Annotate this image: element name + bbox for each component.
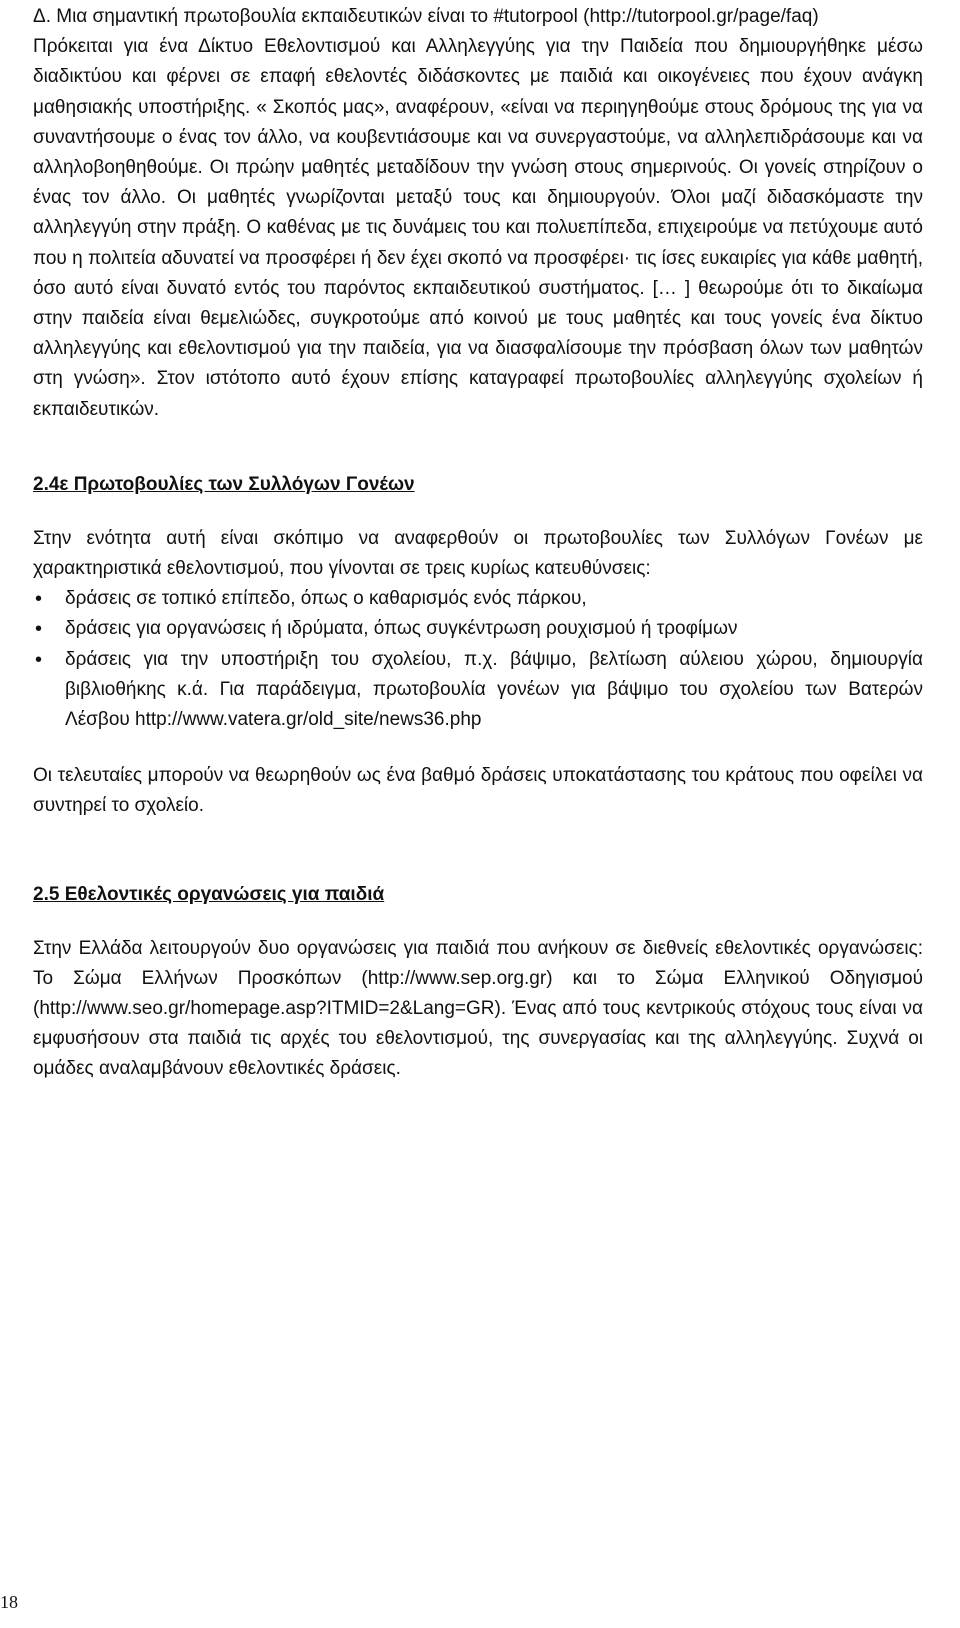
intro-body: Πρόκειται για ένα Δίκτυο Εθελοντισμού και Αλληλεγγύης για την Παιδεία που δημιουργήθηκε μέσω διαδικτύου και φέρνει σε επαφή εθελοντές διδάσκοντες με παιδιά και οικογένειες που έχουν ανάγκη μαθησιακής υποστήριξης. « Σκοπός μας», αναφέρουν, «είναι να περιηγηθούμε στους δρόμους της για να συναντήσουμε ο ένας τον άλλο, να κουβεντιάσουμε και να συνεργαστούμε, να αλληλεπιδράσουμε και να αλληλοβοηθηθούμε. Οι πρώην μαθητές μεταδίδουν την γνώση στους σημερινούς. Οι γονείς στηρίζουν ο ένας τον άλλο. Οι μαθητές γνωρίζονται μεταξύ τους και δημιουργούν. Όλοι μαζί διδασκόμαστε την αλληλεγγύη στην πράξη. Ο καθένας με τις δυνάμεις του και πολυεπίπεδα, επιχειρούμε να πετύχουμε αυτό που η πολιτεία αδυνατεί να προσφέρει ή δεν έχει σκοπό να προσφέρει· τις ίσες ευκαιρίες για κάθε μαθητή, όσο αυτό είναι δυνατό εντός του παρόντος εκπαιδευτικού συστήματος. [… ] θεωρούμε ότι το δικαίωμα στην παιδεία είναι θεμελιώδες, συγκροτούμε από κοινού με τους μαθητές και τους γονείς ένα δίκτυο αλληλεγγύης και εθελοντισμού για την παιδεία, για να διασφαλίσουμε την πρόσβαση όλων των μαθητών στη γνώση». Στον ιστότοπο αυτό έχουν επίσης καταγραφεί πρωτοβουλίες αλληλεγγύης σχολείων ή εκπαιδευτικών. (33, 36, 923, 420)
list-item (33, 614, 923, 644)
section-2-4-intro: Στην ενότητα αυτή είναι σκόπιμο να αναφερθούν οι πρωτοβουλίες των Συλλόγων Γονέων με χαρακτηριστικά εθελοντισμού, που γίνονται σε τρεις κυρίως κατευθύνσεις: (33, 527, 923, 580)
document-page (33, 0, 923, 1085)
page-number: 18 (0, 1592, 18, 1612)
section-2-5-body: Στην Ελλάδα λειτουργούν δυο οργανώσεις για παιδιά που ανήκουν σε διεθνείς εθελοντικές οργανώσεις: Το Σώμα Ελλήνων Προσκόπων (http://www.sep.org.gr) και το Σώμα Ελληνικού Οδηγισμού (http://www.seo.gr/homepage.asp?ITMID=2&Lang=GR). Ένας από τους κεντρικούς στόχους τους είναι να εμφυσήσουν στα παιδιά τις αρχές του εθελοντισμού, της συνεργασίας και της αλληλεγγύης. Συχνά οι ομάδες αναλαμβάνουν εθελοντικές δράσεις. (33, 937, 923, 1080)
section-2-4-closing: Οι τελευταίες μπορούν να θεωρηθούν ως ένα βαθμό δράσεις υποκατάστασης του κράτους που οφείλει να συντηρεί το σχολείο. (33, 765, 923, 817)
list-item-text: δράσεις για την υποστήριξη του σχολείου, π.χ. βάψιμο, βελτίωση αύλειου χώρου, δημιουργία βιβλιοθήκης κ.ά. Για παράδειγμα, πρωτοβουλία γονέων για βάψιμο του σχολείου των Βατερών Λέσβου http://www.vatera.gr/old_site/news36.php (65, 648, 923, 731)
list-item-text: δράσεις σε τοπικό επίπεδο, όπως ο καθαρισμός ενός πάρκου, (65, 588, 587, 610)
bullet-icon: • (35, 588, 43, 611)
section-2-4-bullet-list (33, 584, 923, 735)
bullet-icon: • (35, 618, 43, 641)
section-2-5-title: 2.5 Εθελοντικές οργανώσεις για παιδιά (33, 883, 385, 905)
list-item (33, 645, 923, 736)
list-item (33, 584, 923, 614)
bullet-icon: • (35, 648, 43, 671)
intro-heading: Δ. Μια σημαντική πρωτοβουλία εκπαιδευτικών είναι το #tutorpool (http://tutorpool.gr/page/faq) (33, 6, 819, 27)
list-item-text: δράσεις για οργανώσεις ή ιδρύματα, όπως συγκέντρωση ρουχισμού ή τροφίμων (65, 618, 738, 640)
section-2-4-title: 2.4ε Πρωτοβουλίες των Συλλόγων Γονέων (33, 473, 415, 495)
